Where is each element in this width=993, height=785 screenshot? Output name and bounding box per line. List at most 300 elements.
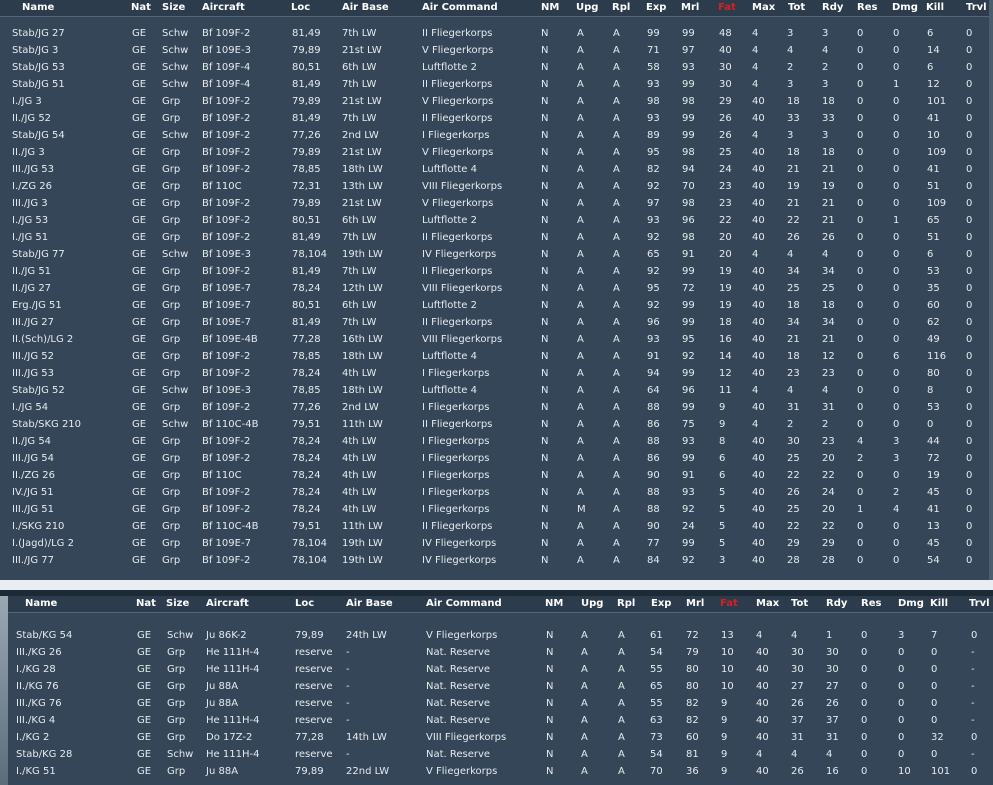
cell-nat: GE — [132, 436, 147, 447]
cell-max: 40 — [752, 266, 765, 277]
table-row[interactable] — [0, 433, 993, 450]
column-header-nat[interactable]: Nat — [131, 2, 151, 13]
table-row[interactable] — [8, 712, 993, 729]
cell-fat: 40 — [719, 45, 732, 56]
cell-aircraft: Bf 110C-4B — [202, 521, 259, 532]
cell-mrl: 80 — [686, 664, 699, 675]
cell-trvl: 0 — [966, 538, 973, 549]
cell-nm: N — [541, 45, 549, 56]
cell-res: 0 — [857, 45, 864, 56]
cell-base: 11th LW — [342, 419, 383, 430]
table-row[interactable] — [0, 280, 993, 297]
column-header-res[interactable]: Res — [861, 598, 882, 609]
cell-base: 13th LW — [342, 181, 383, 192]
column-header-mrl[interactable]: Mrl — [681, 2, 700, 13]
cell-upg: A — [577, 555, 584, 566]
column-header-size[interactable]: Size — [162, 2, 186, 13]
cell-exp: 88 — [647, 504, 660, 515]
cell-fat: 9 — [719, 402, 726, 413]
cell-upg: A — [577, 181, 584, 192]
cell-loc: 78,85 — [292, 164, 321, 175]
cell-tot: 21 — [787, 198, 800, 209]
cell-name: Stab/JG 52 — [12, 385, 65, 396]
cell-rpl: A — [618, 698, 625, 709]
cell-res: 0 — [861, 715, 868, 726]
cell-kill: 13 — [927, 521, 940, 532]
cell-max: 40 — [752, 436, 765, 447]
cell-dmg: 0 — [893, 555, 900, 566]
cell-command: II Fliegerkorps — [422, 113, 493, 124]
cell-loc: reserve — [295, 647, 333, 658]
cell-dmg: 0 — [898, 715, 905, 726]
column-header-dmg[interactable]: Dmg — [892, 2, 918, 13]
column-header-rpl[interactable]: Rpl — [612, 2, 631, 13]
table-row[interactable] — [0, 399, 993, 416]
cell-aircraft: Bf 109E-7 — [202, 538, 251, 549]
column-header-command[interactable]: Air Command — [426, 598, 502, 609]
cell-trvl: 0 — [966, 232, 973, 243]
cell-kill: 0 — [931, 664, 938, 675]
column-header-exp[interactable]: Exp — [651, 598, 672, 609]
cell-nat: GE — [137, 749, 152, 760]
cell-upg: A — [577, 62, 584, 73]
cell-dmg: 0 — [898, 681, 905, 692]
cell-nm: N — [541, 419, 549, 430]
cell-tot: 2 — [787, 419, 794, 430]
cell-upg: A — [577, 96, 584, 107]
column-header-size[interactable]: Size — [166, 598, 190, 609]
cell-max: 4 — [752, 419, 759, 430]
cell-res: 0 — [857, 130, 864, 141]
cell-max: 40 — [752, 113, 765, 124]
cell-rdy: 18 — [822, 147, 835, 158]
cell-upg: A — [577, 334, 584, 345]
cell-res: 0 — [857, 487, 864, 498]
cell-mrl: 99 — [682, 28, 695, 39]
table-row[interactable] — [0, 297, 993, 314]
column-header-tot[interactable]: Tot — [791, 598, 809, 609]
cell-size: Grp — [162, 198, 181, 209]
cell-max: 40 — [752, 470, 765, 481]
column-header-nat[interactable]: Nat — [136, 598, 156, 609]
cell-loc: 78,104 — [292, 538, 327, 549]
cell-exp: 61 — [650, 630, 663, 641]
cell-max: 40 — [752, 487, 765, 498]
cell-mrl: 36 — [686, 766, 699, 777]
cell-base: 6th LW — [342, 300, 377, 311]
cell-tot: 18 — [787, 147, 800, 158]
cell-nat: GE — [132, 504, 147, 515]
cell-size: Grp — [162, 232, 181, 243]
table-row[interactable] — [0, 127, 993, 144]
cell-loc: 81,49 — [292, 28, 321, 39]
cell-aircraft: Bf 109E-4B — [202, 334, 258, 345]
cell-name: III./JG 51 — [12, 504, 54, 515]
cell-base: 21st LW — [342, 198, 382, 209]
column-header-loc[interactable]: Loc — [291, 2, 311, 13]
cell-command: Nat. Reserve — [426, 681, 491, 692]
cell-rpl: A — [613, 147, 620, 158]
cell-dmg: 0 — [898, 698, 905, 709]
cell-size: Grp — [162, 283, 181, 294]
cell-trvl: 0 — [966, 283, 973, 294]
cell-command: Luftflotte 2 — [422, 300, 477, 311]
cell-kill: 45 — [927, 487, 940, 498]
cell-loc: 81,49 — [292, 232, 321, 243]
cell-base: - — [346, 715, 350, 726]
column-header-command[interactable]: Air Command — [422, 2, 498, 13]
table-row[interactable] — [0, 331, 993, 348]
cell-loc: 80,51 — [292, 215, 321, 226]
table-row[interactable] — [0, 518, 993, 535]
cell-loc: 81,49 — [292, 79, 321, 90]
column-header-res[interactable]: Res — [857, 2, 878, 13]
table-row[interactable] — [0, 212, 993, 229]
cell-fat: 9 — [721, 749, 728, 760]
cell-command: Luftflotte 2 — [422, 62, 477, 73]
cell-nm: N — [541, 130, 549, 141]
table-row[interactable] — [8, 644, 993, 661]
cell-nat: GE — [132, 368, 147, 379]
cell-max: 40 — [752, 402, 765, 413]
table-row[interactable] — [0, 93, 993, 110]
cell-tot: 29 — [787, 538, 800, 549]
cell-fat: 25 — [719, 147, 732, 158]
cell-kill: 44 — [927, 436, 940, 447]
table-row[interactable] — [0, 195, 993, 212]
table-row[interactable] — [8, 627, 993, 644]
cell-res: 0 — [861, 647, 868, 658]
column-header-max[interactable]: Max — [752, 2, 776, 13]
table-row[interactable] — [0, 178, 993, 195]
cell-command: VIII Fliegerkorps — [422, 283, 503, 294]
cell-trvl: 0 — [966, 147, 973, 158]
cell-aircraft: Bf 109E-3 — [202, 385, 251, 396]
cell-rpl: A — [613, 215, 620, 226]
cell-nat: GE — [137, 715, 152, 726]
cell-aircraft: He 111H-4 — [206, 715, 260, 726]
table-row[interactable] — [0, 110, 993, 127]
cell-max: 40 — [752, 181, 765, 192]
cell-command: Luftflotte 4 — [422, 164, 477, 175]
cell-dmg: 4 — [893, 504, 900, 515]
cell-max: 40 — [752, 96, 765, 107]
cell-tot: 26 — [787, 232, 800, 243]
cell-res: 0 — [857, 317, 864, 328]
column-header-kill[interactable]: Kill — [930, 598, 949, 609]
cell-res: 0 — [857, 113, 864, 124]
cell-size: Schw — [162, 249, 189, 260]
cell-mrl: 94 — [682, 164, 695, 175]
cell-aircraft: Bf 109F-2 — [202, 555, 251, 566]
cell-aircraft: He 111H-4 — [206, 749, 260, 760]
cell-trvl: 0 — [966, 266, 973, 277]
cell-exp: 99 — [647, 28, 660, 39]
cell-fat: 9 — [721, 715, 728, 726]
column-header-name[interactable]: Name — [22, 2, 55, 13]
cell-tot: 3 — [787, 130, 794, 141]
column-header-name[interactable]: Name — [25, 598, 58, 609]
table-row[interactable] — [0, 552, 993, 569]
cell-rpl: A — [613, 368, 620, 379]
cell-command: Nat. Reserve — [426, 698, 491, 709]
cell-base: 4th LW — [342, 368, 377, 379]
cell-base: 7th LW — [342, 317, 377, 328]
cell-dmg: 3 — [893, 436, 900, 447]
cell-command: I Fliegerkorps — [422, 504, 490, 515]
cell-name: III./KG 4 — [16, 715, 56, 726]
cell-name: II./ZG 26 — [12, 470, 55, 481]
cell-base: 22nd LW — [346, 766, 390, 777]
table-row[interactable] — [0, 382, 993, 399]
cell-mrl: 91 — [682, 249, 695, 260]
cell-tot: 3 — [787, 79, 794, 90]
cell-rpl: A — [613, 181, 620, 192]
table-row[interactable] — [0, 42, 993, 59]
cell-upg: A — [577, 45, 584, 56]
cell-kill: 49 — [927, 334, 940, 345]
cell-mrl: 81 — [686, 749, 699, 760]
cell-dmg: 0 — [893, 232, 900, 243]
cell-size: Grp — [162, 368, 181, 379]
cell-fat: 19 — [719, 300, 732, 311]
cell-aircraft: Bf 109F-2 — [202, 436, 251, 447]
cell-size: Schw — [162, 419, 189, 430]
cell-fat: 24 — [719, 164, 732, 175]
cell-tot: 23 — [787, 368, 800, 379]
cell-max: 40 — [752, 555, 765, 566]
cell-base: 18th LW — [342, 385, 383, 396]
cell-nat: GE — [132, 521, 147, 532]
cell-loc: 78,85 — [292, 385, 321, 396]
table-row[interactable] — [0, 246, 993, 263]
cell-size: Grp — [162, 181, 181, 192]
cell-name: Stab/SKG 210 — [12, 419, 82, 430]
cell-command: V Fliegerkorps — [422, 198, 494, 209]
table-row[interactable] — [8, 746, 993, 763]
column-header-aircraft[interactable]: Aircraft — [202, 2, 245, 13]
cell-base: 11th LW — [342, 521, 383, 532]
column-header-trvl[interactable]: Trvl — [969, 598, 990, 609]
column-header-nm[interactable]: NM — [541, 2, 560, 13]
cell-upg: A — [577, 419, 584, 430]
cell-max: 4 — [756, 749, 763, 760]
cell-size: Schw — [162, 28, 189, 39]
column-header-loc[interactable]: Loc — [295, 598, 315, 609]
column-header-fat[interactable]: Fat — [718, 2, 736, 13]
column-header-base[interactable]: Air Base — [342, 2, 389, 13]
cell-size: Grp — [167, 647, 186, 658]
cell-rpl: A — [613, 453, 620, 464]
column-header-upg[interactable]: Upg — [576, 2, 599, 13]
cell-max: 4 — [752, 79, 759, 90]
table-row[interactable] — [0, 484, 993, 501]
column-header-aircraft[interactable]: Aircraft — [206, 598, 249, 609]
cell-fat: 10 — [721, 681, 734, 692]
table-row[interactable] — [8, 678, 993, 695]
column-header-kill[interactable]: Kill — [926, 2, 945, 13]
cell-nm: N — [541, 164, 549, 175]
table-row[interactable] — [0, 263, 993, 280]
cell-fat: 18 — [719, 317, 732, 328]
cell-kill: 41 — [927, 113, 940, 124]
table-row[interactable] — [0, 348, 993, 365]
cell-nat: GE — [137, 647, 152, 658]
cell-base: - — [346, 664, 350, 675]
column-header-fat[interactable]: Fat — [720, 598, 738, 609]
cell-base: 12th LW — [342, 283, 383, 294]
cell-nm: N — [541, 79, 549, 90]
cell-dmg: 0 — [893, 164, 900, 175]
cell-fat: 30 — [719, 79, 732, 90]
column-header-base[interactable]: Air Base — [346, 598, 393, 609]
cell-kill: 101 — [927, 96, 947, 107]
cell-res: 0 — [861, 766, 868, 777]
cell-kill: 6 — [927, 62, 934, 73]
cell-kill: 72 — [927, 453, 940, 464]
table-row[interactable] — [0, 450, 993, 467]
cell-command: Nat. Reserve — [426, 715, 491, 726]
cell-exp: 88 — [647, 436, 660, 447]
cell-rpl: A — [613, 300, 620, 311]
table-row[interactable] — [0, 76, 993, 93]
table-row[interactable] — [8, 763, 993, 780]
cell-mrl: 92 — [682, 555, 695, 566]
cell-kill: 12 — [927, 79, 940, 90]
cell-rpl: A — [613, 79, 620, 90]
cell-command: II Fliegerkorps — [422, 317, 493, 328]
cell-upg: A — [577, 113, 584, 124]
cell-trvl: 0 — [966, 419, 973, 430]
cell-nat: GE — [132, 198, 147, 209]
table-row[interactable] — [0, 501, 993, 518]
cell-fat: 5 — [719, 504, 726, 515]
cell-loc: 78,104 — [292, 555, 327, 566]
cell-rdy: 26 — [822, 232, 835, 243]
cell-nat: GE — [132, 232, 147, 243]
cell-exp: 95 — [647, 147, 660, 158]
table-row[interactable] — [0, 161, 993, 178]
cell-max: 40 — [752, 300, 765, 311]
cell-rdy: 21 — [822, 334, 835, 345]
cell-max: 40 — [752, 164, 765, 175]
table-row[interactable] — [0, 25, 993, 42]
cell-kill: 65 — [927, 215, 940, 226]
cell-nm: N — [541, 266, 549, 277]
cell-aircraft: Ju 88A — [206, 681, 239, 692]
cell-tot: 34 — [787, 317, 800, 328]
column-header-rdy[interactable]: Rdy — [826, 598, 848, 609]
cell-tot: 33 — [787, 113, 800, 124]
cell-exp: 73 — [650, 732, 663, 743]
cell-rdy: 23 — [822, 436, 835, 447]
cell-mrl: 98 — [682, 198, 695, 209]
column-header-tot[interactable]: Tot — [788, 2, 806, 13]
table-row[interactable] — [0, 535, 993, 552]
table-row[interactable] — [8, 661, 993, 678]
cell-exp: 70 — [650, 766, 663, 777]
cell-base: 21st LW — [342, 96, 382, 107]
column-header-upg[interactable]: Upg — [581, 598, 604, 609]
cell-name: III./JG 53 — [12, 368, 54, 379]
cell-upg: A — [577, 487, 584, 498]
cell-aircraft: He 111H-4 — [206, 664, 260, 675]
cell-aircraft: Bf 109E-3 — [202, 249, 251, 260]
column-header-exp[interactable]: Exp — [646, 2, 667, 13]
column-header-rdy[interactable]: Rdy — [822, 2, 844, 13]
cell-dmg: 0 — [893, 28, 900, 39]
cell-exp: 86 — [647, 419, 660, 430]
column-header-rpl[interactable]: Rpl — [617, 598, 636, 609]
vertical-scrollbar[interactable] — [989, 0, 993, 580]
cell-rpl: A — [613, 334, 620, 345]
column-header-max[interactable]: Max — [756, 598, 780, 609]
table-row[interactable] — [0, 467, 993, 484]
cell-upg: A — [577, 130, 584, 141]
cell-nm: N — [541, 538, 549, 549]
cell-fat: 11 — [719, 385, 732, 396]
cell-rdy: 2 — [822, 419, 829, 430]
cell-max: 40 — [752, 351, 765, 362]
cell-mrl: 72 — [682, 283, 695, 294]
cell-kill: 19 — [927, 470, 940, 481]
table-row[interactable] — [0, 59, 993, 76]
cell-loc: 78,24 — [292, 453, 321, 464]
cell-mrl: 82 — [686, 698, 699, 709]
table-row[interactable] — [8, 729, 993, 746]
cell-exp: 55 — [650, 698, 663, 709]
cell-nat: GE — [132, 334, 147, 345]
cell-upg: A — [577, 351, 584, 362]
cell-rdy: 22 — [822, 470, 835, 481]
column-header-trvl[interactable]: Trvl — [966, 2, 987, 13]
cell-tot: 19 — [787, 181, 800, 192]
column-header-mrl[interactable]: Mrl — [686, 598, 705, 609]
cell-fat: 30 — [719, 62, 732, 73]
table-row[interactable] — [0, 416, 993, 433]
cell-upg: A — [577, 368, 584, 379]
cell-command: Luftflotte 4 — [422, 351, 477, 362]
cell-exp: 86 — [647, 453, 660, 464]
cell-aircraft: Bf 110C — [202, 470, 242, 481]
cell-kill: 54 — [927, 555, 940, 566]
table-row[interactable] — [8, 695, 993, 712]
cell-upg: A — [577, 402, 584, 413]
cell-loc: 79,89 — [295, 766, 324, 777]
cell-rpl: A — [613, 113, 620, 124]
cell-rpl: A — [613, 351, 620, 362]
column-header-dmg[interactable]: Dmg — [898, 598, 924, 609]
cell-aircraft: Ju 88A — [206, 766, 239, 777]
cell-res: 0 — [857, 351, 864, 362]
cell-nat: GE — [132, 317, 147, 328]
cell-dmg: 0 — [893, 470, 900, 481]
cell-rdy: 19 — [822, 181, 835, 192]
table-row[interactable] — [0, 365, 993, 382]
cell-mrl: 93 — [682, 62, 695, 73]
table-row[interactable] — [0, 314, 993, 331]
cell-upg: A — [581, 664, 588, 675]
cell-size: Schw — [162, 62, 189, 73]
cell-rdy: 31 — [822, 402, 835, 413]
cell-rdy: 24 — [822, 487, 835, 498]
column-header-nm[interactable]: NM — [545, 598, 564, 609]
table-row[interactable] — [0, 144, 993, 161]
cell-nm: N — [541, 317, 549, 328]
table-row[interactable] — [0, 229, 993, 246]
cell-rpl: A — [613, 130, 620, 141]
cell-trvl: 0 — [966, 470, 973, 481]
